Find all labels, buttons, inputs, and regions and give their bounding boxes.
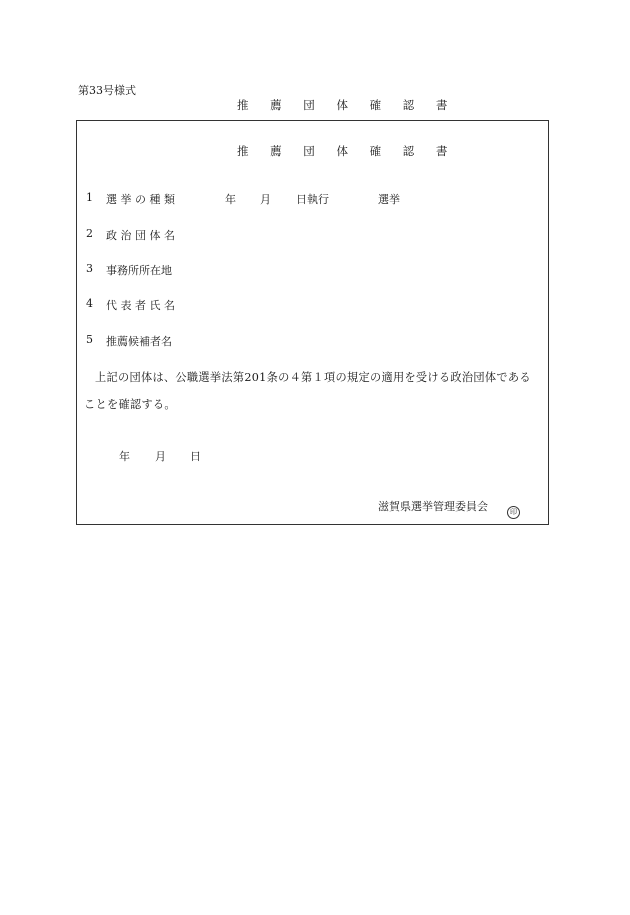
document-title: 推 薦 団 体 確 認 書 <box>237 98 457 112</box>
item-number-4: 4 <box>86 297 93 310</box>
form-number: 第33号様式 <box>78 84 136 97</box>
item-label-representative-name: 代 表 者 氏 名 <box>106 299 175 312</box>
election-year-label: 年 <box>225 193 236 206</box>
form-frame <box>76 120 549 525</box>
item-number-1: 1 <box>86 191 93 204</box>
item-number-5: 5 <box>86 333 93 346</box>
date-month-label: 月 <box>155 450 166 463</box>
item-label-candidate-name: 推薦候補者名 <box>106 335 172 348</box>
item-label-political-group-name: 政 治 団 体 名 <box>106 229 175 242</box>
election-month-label: 月 <box>260 193 271 206</box>
item-label-office-address: 事務所所在地 <box>106 264 172 277</box>
seal-label: 印 <box>507 506 520 519</box>
item-label-election-type: 選 挙 の 種 類 <box>106 193 175 206</box>
date-day-label: 日 <box>190 450 201 463</box>
election-day-exec-label: 日執行 <box>296 193 329 206</box>
item-number-3: 3 <box>86 262 93 275</box>
statement-line-1: 上記の団体は、公職選挙法第201条の４第１項の規定の適用を受ける政治団体である <box>95 371 531 384</box>
date-year-label: 年 <box>119 450 130 463</box>
form-title: 推 薦 団 体 確 認 書 <box>237 144 457 158</box>
seal-mark <box>507 499 520 519</box>
statement-line-2: ことを確認する。 <box>84 398 176 411</box>
item-number-2: 2 <box>86 227 93 240</box>
signatory: 滋賀県選挙管理委員会 <box>378 500 488 513</box>
election-suffix-label: 選挙 <box>378 193 400 206</box>
